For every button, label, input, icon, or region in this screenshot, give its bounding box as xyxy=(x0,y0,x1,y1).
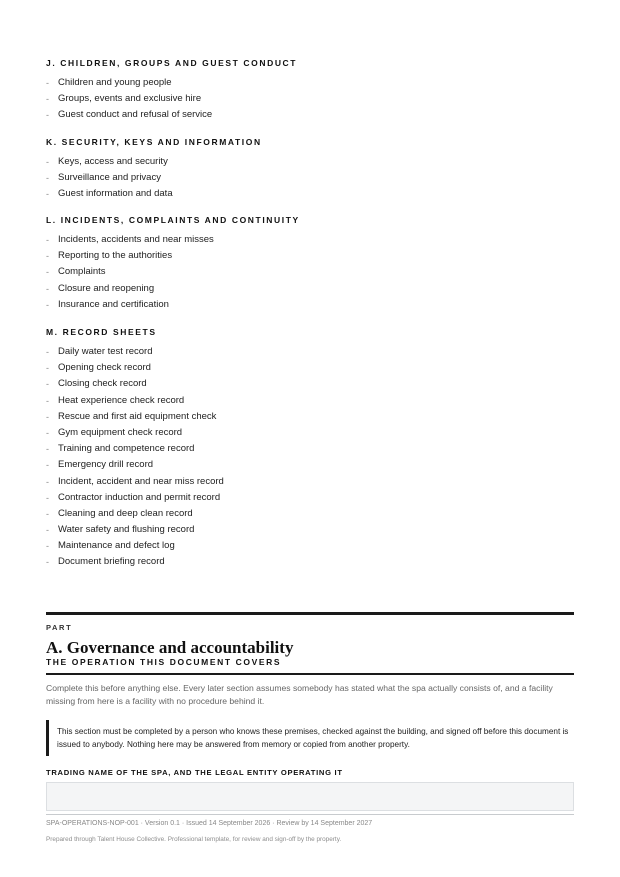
toc-item[interactable] xyxy=(46,75,574,91)
toc-item-label: Complaints xyxy=(58,266,106,278)
toc-item-label: Reporting to the authorities xyxy=(58,250,173,262)
toc-item-label: Emergency drill record xyxy=(58,459,154,471)
toc-item[interactable] xyxy=(46,490,574,506)
dash-bullet: - xyxy=(46,189,49,200)
toc-list xyxy=(46,344,574,571)
toc-item-label: Closure and reopening xyxy=(58,282,155,294)
dash-bullet: - xyxy=(46,411,49,422)
toc-item[interactable] xyxy=(46,232,574,248)
part-divider-rule xyxy=(46,612,574,615)
toc-item[interactable] xyxy=(46,457,574,473)
dash-bullet: - xyxy=(46,492,49,503)
toc-list xyxy=(46,154,574,203)
toc-item-label: Maintenance and defect log xyxy=(58,540,175,552)
toc-item[interactable] xyxy=(46,186,574,202)
trading-name-field[interactable] xyxy=(46,782,574,811)
trading-name-label: TRADING NAME OF THE SPA, AND THE LEGAL ENTITY OPERATING IT xyxy=(46,768,343,777)
toc-item[interactable] xyxy=(46,409,574,425)
footer-note: Prepared through Talent House Collective. Professional template, for review and sign-off by the property. xyxy=(46,836,342,843)
dash-bullet: - xyxy=(46,444,49,455)
toc-heading: J. CHILDREN, GROUPS AND GUEST CONDUCT xyxy=(46,58,298,68)
toc-item[interactable] xyxy=(46,554,574,570)
warning-callout: This section must be completed by a person who knows these premises, checked against the building, and signed off before this document is issued to anybody. Nothing here may be answered from memory or copied from another property. xyxy=(46,720,574,756)
toc-item[interactable] xyxy=(46,344,574,360)
toc-item[interactable] xyxy=(46,248,574,264)
dash-bullet: - xyxy=(46,110,49,121)
dash-bullet: - xyxy=(46,460,49,471)
toc-item-label: Groups, events and exclusive hire xyxy=(58,93,202,105)
toc-item[interactable] xyxy=(46,91,574,107)
dash-bullet: - xyxy=(46,283,49,294)
toc-item-label: Keys, access and security xyxy=(58,156,168,167)
toc-section-m xyxy=(46,326,574,571)
toc-heading: K. SECURITY, KEYS AND INFORMATION xyxy=(46,137,262,147)
toc-list xyxy=(46,232,574,313)
toc-item-label: Gym equipment check record xyxy=(58,426,183,438)
toc-item[interactable] xyxy=(46,297,574,313)
toc-item-label: Incident, accident and near miss record xyxy=(58,475,224,487)
toc-item-label: Guest conduct and refusal of service xyxy=(58,109,213,121)
dash-bullet: - xyxy=(46,78,49,88)
toc-item[interactable] xyxy=(46,474,574,490)
dash-bullet: - xyxy=(46,267,49,278)
toc-item-label: Contractor induction and permit record xyxy=(58,491,221,503)
toc-item-label: Children and young people xyxy=(58,77,172,88)
footer-rule xyxy=(46,814,574,815)
toc-item[interactable] xyxy=(46,154,574,170)
dash-bullet: - xyxy=(46,251,49,262)
dash-bullet: - xyxy=(46,476,49,487)
toc-item-label: Surveillance and privacy xyxy=(58,172,161,184)
toc-item[interactable] xyxy=(46,264,574,280)
toc-section-l xyxy=(46,214,574,313)
dash-bullet: - xyxy=(46,508,49,519)
part-subtitle: THE OPERATION THIS DOCUMENT COVERS xyxy=(46,657,282,667)
toc-item[interactable] xyxy=(46,107,574,123)
dash-bullet: - xyxy=(46,94,49,105)
toc-heading: M. RECORD SHEETS xyxy=(46,327,157,337)
toc-item-label: Incidents, accidents and near misses xyxy=(58,234,214,245)
part-intro: Complete this before anything else. Every later section assumes somebody has stated what the spa actually consists of, and a facility missing from here is a facility with no procedure behind it. xyxy=(46,683,553,706)
toc-item-label: Closing check record xyxy=(58,378,147,390)
toc-item[interactable] xyxy=(46,441,574,457)
toc-section-k xyxy=(46,136,574,203)
toc-item[interactable] xyxy=(46,425,574,441)
part-title: A. Governance and accountability xyxy=(46,638,294,657)
toc-item-label: Daily water test record xyxy=(58,346,153,357)
toc-item-label: Document briefing record xyxy=(58,556,165,568)
toc-item-label: Training and competence record xyxy=(58,443,195,455)
dash-bullet: - xyxy=(46,395,49,406)
toc-item[interactable] xyxy=(46,393,574,409)
dash-bullet: - xyxy=(46,157,49,167)
dash-bullet: - xyxy=(46,557,49,568)
toc-item-label: Opening check record xyxy=(58,362,151,374)
toc-item-label: Heat experience check record xyxy=(58,394,185,406)
dash-bullet: - xyxy=(46,525,49,536)
dash-bullet: - xyxy=(46,541,49,552)
toc-item-label: Insurance and certification xyxy=(58,298,169,310)
dash-bullet: - xyxy=(46,427,49,438)
toc-heading: L. INCIDENTS, COMPLAINTS AND CONTINUITY xyxy=(46,215,300,225)
dash-bullet: - xyxy=(46,363,49,374)
toc-item[interactable] xyxy=(46,522,574,538)
heading-rule xyxy=(46,673,574,675)
dash-bullet: - xyxy=(46,347,49,357)
part-label: PART xyxy=(46,623,73,632)
toc-item-label: Rescue and first aid equipment check xyxy=(58,410,217,422)
toc-item[interactable] xyxy=(46,376,574,392)
dash-bullet: - xyxy=(46,379,49,390)
toc-item[interactable] xyxy=(46,506,574,522)
toc-item[interactable] xyxy=(46,538,574,554)
toc-item-label: Guest information and data xyxy=(58,188,173,200)
document-meta: SPA-OPERATIONS-NOP-001 · Version 0.1 · Issued 14 September 2026 · Review by 14 September 2027 xyxy=(46,820,373,827)
dash-bullet: - xyxy=(46,299,49,310)
toc-item[interactable] xyxy=(46,170,574,186)
toc-item-label: Water safety and flushing record xyxy=(58,524,195,536)
toc-item[interactable] xyxy=(46,360,574,376)
toc-section-j xyxy=(46,57,574,124)
toc-list xyxy=(46,75,574,124)
toc-item-label: Cleaning and deep clean record xyxy=(58,507,193,519)
dash-bullet: - xyxy=(46,235,49,245)
toc-item[interactable] xyxy=(46,281,574,297)
dash-bullet: - xyxy=(46,173,49,184)
